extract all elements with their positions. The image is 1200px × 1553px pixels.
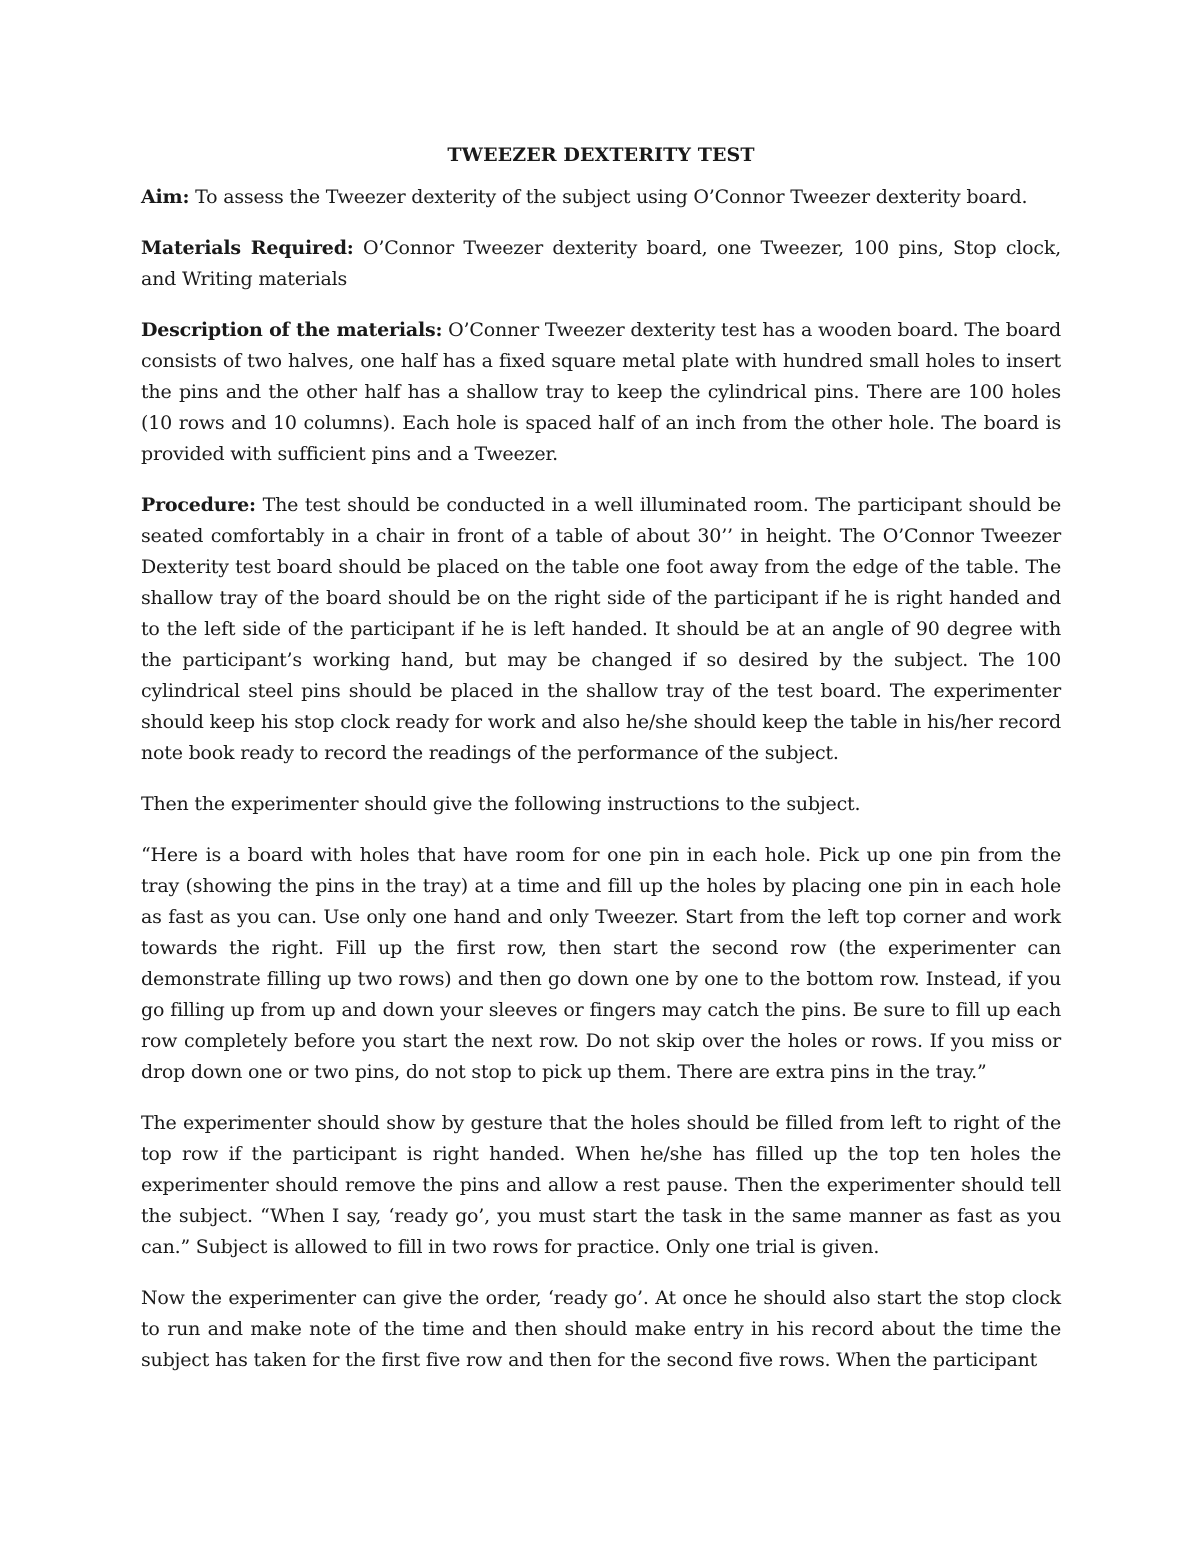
timing-paragraph: Now the experimenter can give the order, ‘ready go’. At once he should also start the stop clock to run and make note of the time and then should make entry in his record about the time the subject has taken for the first five row and then for the second five rows. When the participant: [141, 1287, 1061, 1371]
description-text: O’Conner Tweezer dexterity test has a wooden board. The board consists of two halves, one half has a fixed square metal plate with hundred small holes to insert the pins and the other half has a shallow tray to keep the cylindrical pins. There are 100 holes (10 rows and 10 columns). Each hole is spaced half of an inch from the other hole. The board is provided with sufficient pins and a Tweezer.: [141, 319, 1061, 465]
materials-label: Materials Required:: [141, 237, 354, 259]
procedure-paragraph: [141, 490, 1061, 769]
aim-label: Aim:: [141, 186, 190, 208]
instructions-quote-paragraph: “Here is a board with holes that have room for one pin in each hole. Pick up one pin from the tray (showing the pins in the tray) at a time and fill up the holes by placing one pin in each hole as fast as you can. Use only one hand and only Tweezer. Start from the left top corner and work towards the right. Fill up the first row, then start the second row (the experimenter can demonstrate filling up two rows) and then go down one by one to the bottom row. Instead, if you go filling up from up and down your sleeves or fingers may catch the pins. Be sure to fill up each row completely before you start the next row. Do not skip over the holes or rows. If you miss or drop down one or two pins, do not stop to pick up them. There are extra pins in the tray.”: [141, 844, 1061, 1083]
materials-text: O’Connor Tweezer dexterity board, one Tweezer, 100 pins, Stop clock, and Writing materials: [141, 237, 1061, 290]
aim-text: To assess the Tweezer dexterity of the subject using O’Connor Tweezer dexterity board.: [189, 186, 1028, 208]
document-title: TWEEZER DEXTERITY TEST: [447, 144, 755, 166]
document-page: [141, 140, 1061, 1376]
procedure-label: Procedure:: [141, 494, 256, 516]
description-label: Description of the materials:: [141, 319, 443, 341]
procedure-text: The test should be conducted in a well illuminated room. The participant should be seated comfortably in a chair in front of a table of about 30’’ in height. The O’Connor Tweezer Dexterity test board should be placed on the table one foot away from the edge of the table. The shallow tray of the board should be on the right side of the participant if he is right handed and to the left side of the participant if he is left handed. It should be at an angle of 90 degree with the participant’s working hand, but may be changed if so desired by the subject. The 100 cylindrical steel pins should be placed in the shallow tray of the test board. The experimenter should keep his stop clock ready for work and also he/she should keep the table in his/her record note book ready to record the readings of the performance of the subject.: [141, 494, 1061, 764]
instructions-intro-paragraph: Then the experimenter should give the following instructions to the subject.: [141, 793, 861, 815]
materials-paragraph: [141, 233, 1061, 295]
gesture-paragraph: The experimenter should show by gesture that the holes should be filled from left to right of the top row if the participant is right handed. When he/she has filled up the top ten holes the experimenter should remove the pins and allow a rest pause. Then the experimenter should tell the subject. “When I say, ‘ready go’, you must start the task in the same manner as fast as you can.” Subject is allowed to fill in two rows for practice. Only one trial is given.: [141, 1112, 1061, 1258]
aim-paragraph: [141, 182, 1061, 213]
description-paragraph: [141, 315, 1061, 470]
